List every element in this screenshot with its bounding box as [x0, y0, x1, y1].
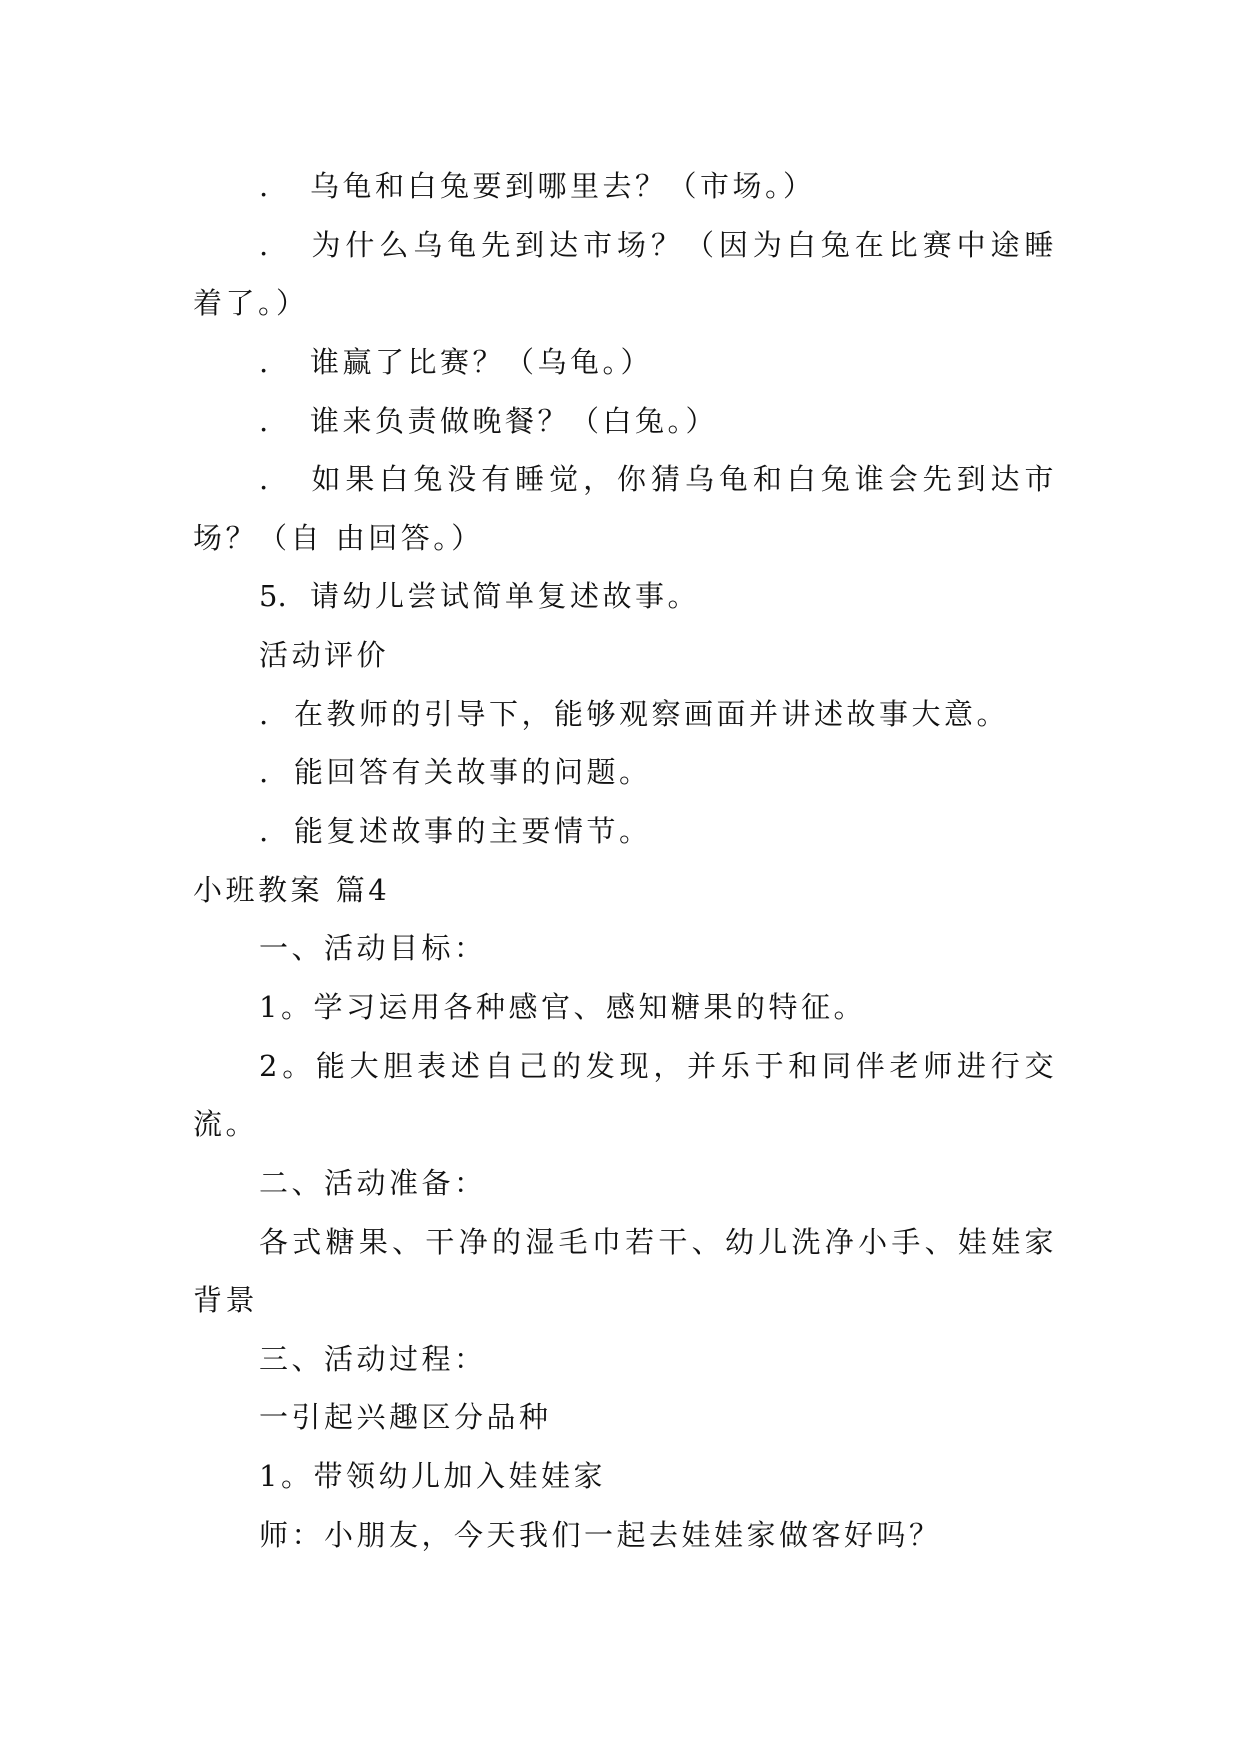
process-step: 1。带领幼儿加入娃娃家 [259, 1459, 606, 1494]
question-text: 谁来负责做晚餐？（白兔。） [310, 403, 719, 438]
question-continuation: 场？（自 由回答。） [193, 520, 484, 555]
goal-continuation: 流。 [193, 1107, 259, 1142]
question-text: 如果白兔没有睡觉，你猜乌龟和白兔谁会先到达市 [310, 462, 1057, 497]
question-text: 乌龟和白兔要到哪里去？（市场。） [310, 169, 816, 203]
section-heading-goals: 一、活动目标： [259, 931, 487, 966]
step-item [259, 567, 1241, 626]
evaluation-marker: . [259, 814, 269, 849]
question-text: 谁赢了比赛？（乌龟。） [310, 344, 654, 379]
process-subheading: 一引起兴趣区分品种 [259, 1400, 552, 1435]
question-marker: . [259, 344, 269, 379]
goal-item: 1。学习运用各种感官、感知糖果的特征。 [259, 989, 866, 1024]
evaluation-text: 在教师的引导下，能够观察画面并讲述故事大意。 [294, 696, 1010, 731]
goal-item: 2。能大胆表述自己的发现，并乐于和同伴老师进行交 [259, 1048, 1057, 1083]
question-item [259, 333, 1241, 392]
evaluation-text: 能回答有关故事的问题。 [294, 755, 652, 790]
evaluation-title: 活动评价 [259, 638, 390, 673]
evaluation-marker: . [259, 696, 269, 731]
step-text: 请幼儿尝试简单复述故事。 [310, 579, 701, 614]
evaluation-item [259, 743, 1241, 802]
section-heading-process: 三、活动过程： [259, 1341, 487, 1376]
section-heading-preparation: 二、活动准备： [259, 1165, 487, 1200]
question-marker: . [259, 403, 269, 438]
question-text: 为什么乌龟先到达市场？（因为白兔在比赛中途睡 [310, 227, 1057, 262]
step-number: 5. [259, 579, 287, 614]
question-continuation: 着了。） [193, 286, 309, 321]
preparation-continuation: 背景 [193, 1283, 259, 1318]
evaluation-item [259, 685, 1241, 744]
question-marker: . [259, 462, 269, 497]
question-marker: . [259, 169, 269, 203]
evaluation-marker: . [259, 755, 269, 790]
evaluation-item [259, 802, 1241, 861]
question-marker: . [259, 227, 269, 262]
preparation-text: 各式糖果、干净的湿毛巾若干、幼儿洗净小手、娃娃家 [259, 1224, 1057, 1259]
evaluation-text: 能复述故事的主要情节。 [294, 814, 652, 849]
question-item [259, 392, 1241, 451]
teacher-dialogue: 师：小朋友，今天我们一起去娃娃家做客好吗？ [259, 1517, 942, 1552]
lesson-title: 小班教案 篇4 [193, 872, 391, 907]
question-item [259, 216, 1057, 275]
question-item [259, 450, 1057, 509]
question-item [259, 157, 1241, 216]
